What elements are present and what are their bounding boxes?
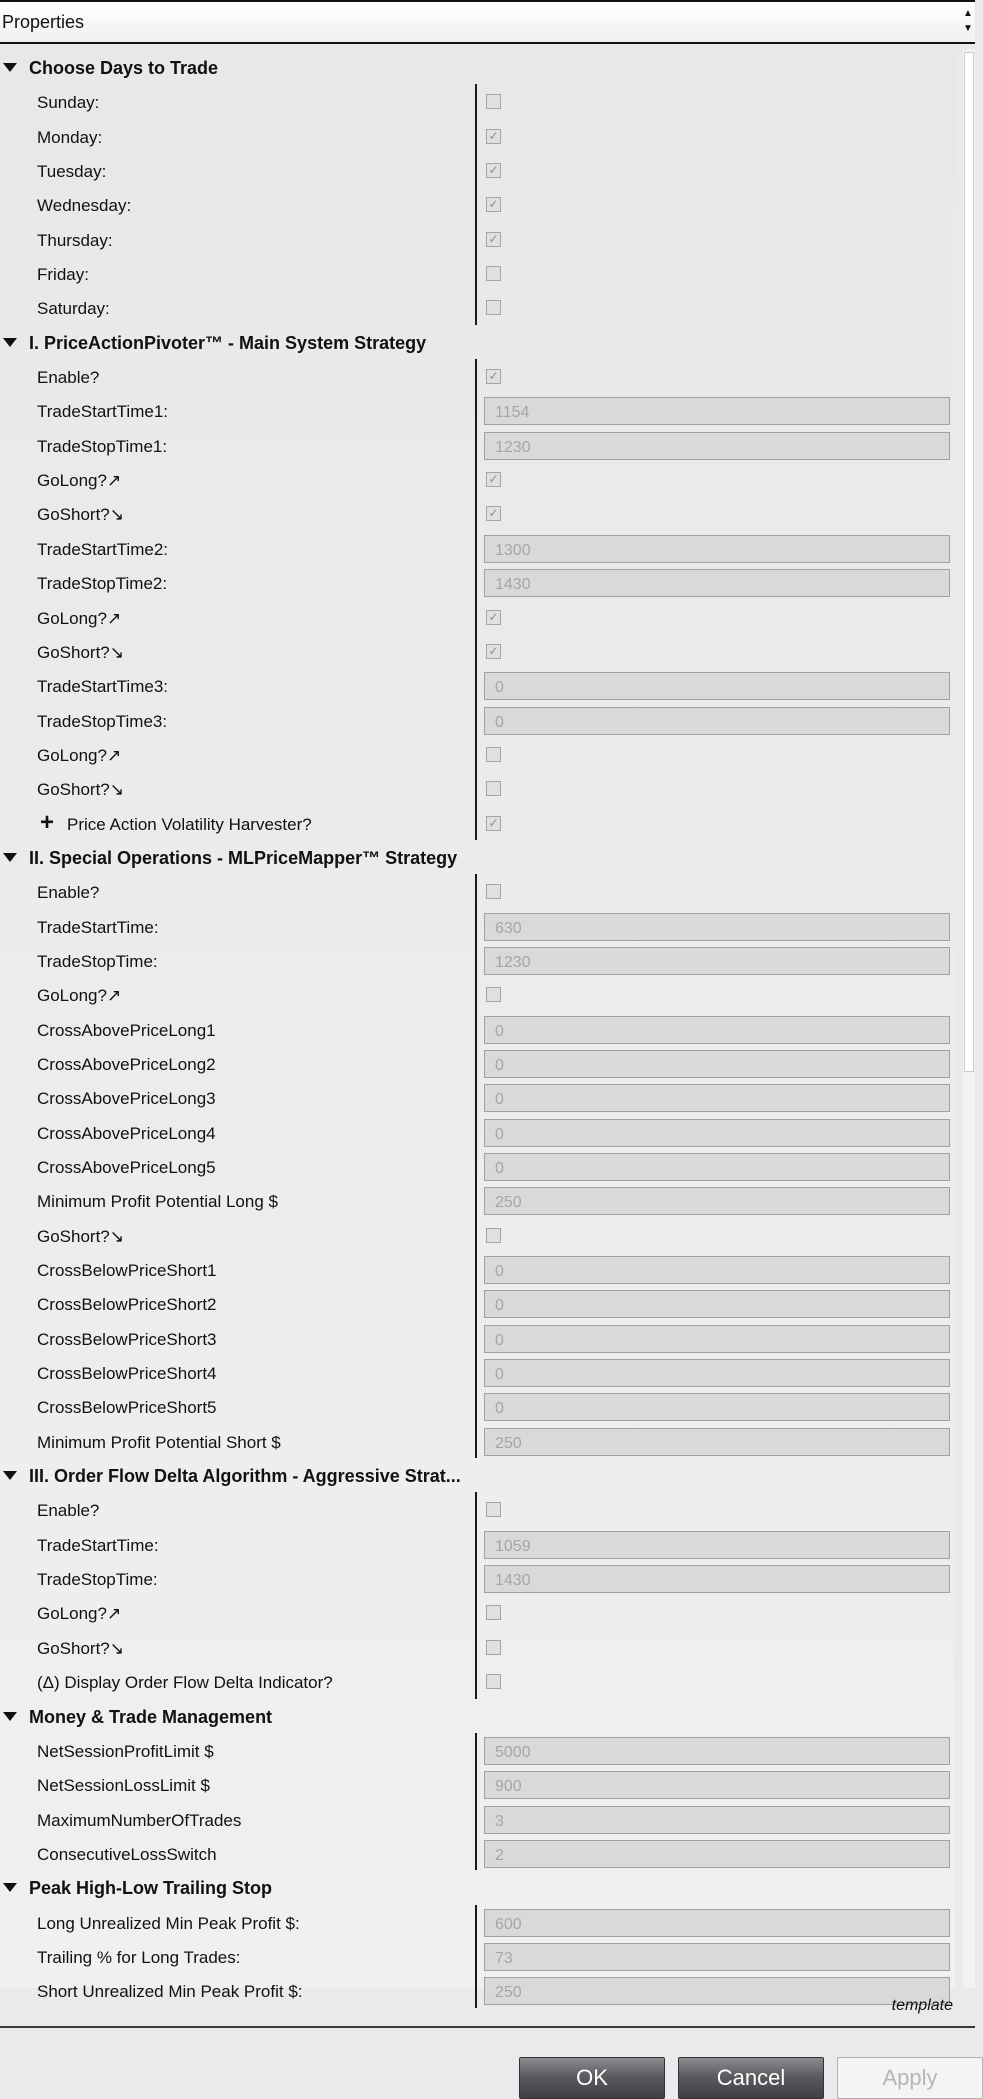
property-label: Price Action Volatility Harvester? xyxy=(67,814,312,834)
property-label: NetSessionProfitLimit $ xyxy=(37,1741,214,1761)
property-label: TradeStopTime2: xyxy=(37,574,168,594)
property-label: GoLong?↗ xyxy=(37,986,122,1006)
category-header[interactable] xyxy=(0,840,955,874)
property-checkbox[interactable] xyxy=(486,1674,501,1689)
column-divider[interactable] xyxy=(475,1080,477,1114)
expand-plus-icon[interactable]: + xyxy=(40,808,55,836)
property-checkbox[interactable] xyxy=(486,781,501,796)
property-value-input[interactable]: 2 xyxy=(484,1840,950,1868)
property-value-input[interactable]: 0 xyxy=(484,1325,950,1353)
column-divider[interactable] xyxy=(475,909,477,943)
property-row xyxy=(0,977,955,1011)
column-divider[interactable] xyxy=(475,1802,477,1836)
property-label: TradeStopTime1: xyxy=(37,436,168,456)
column-divider[interactable] xyxy=(475,1492,477,1526)
property-label: Minimum Profit Potential Long $ xyxy=(37,1192,278,1212)
property-row xyxy=(0,462,955,496)
property-label: GoLong?↗ xyxy=(37,471,122,491)
property-label: Saturday: xyxy=(37,299,110,319)
property-value-input[interactable]: 1430 xyxy=(484,1565,950,1593)
property-value-input[interactable]: 1059 xyxy=(484,1531,950,1559)
property-value-input[interactable]: 1430 xyxy=(484,569,950,597)
property-row xyxy=(0,1012,955,1046)
category-label: III. Order Flow Delta Algorithm - Aggressive Strat... xyxy=(29,1466,461,1487)
property-row xyxy=(0,1905,955,1939)
property-row xyxy=(0,1664,955,1698)
property-row xyxy=(0,1595,955,1629)
column-divider[interactable] xyxy=(475,1012,477,1046)
property-value-input[interactable]: 1230 xyxy=(484,947,950,975)
column-divider[interactable] xyxy=(475,462,477,496)
column-divider[interactable] xyxy=(475,771,477,805)
category-label: Choose Days to Trade xyxy=(29,58,219,78)
property-row xyxy=(0,1355,955,1389)
property-row xyxy=(0,1561,955,1595)
column-divider[interactable] xyxy=(475,737,477,771)
cancel-button[interactable]: Cancel xyxy=(678,2057,824,2099)
property-value-input[interactable]: 0 xyxy=(484,672,950,700)
property-row xyxy=(0,1973,955,2007)
property-row xyxy=(0,1527,955,1561)
property-row xyxy=(0,703,955,737)
property-value-input[interactable]: 0 xyxy=(484,707,950,735)
property-checkbox[interactable]: ✓ xyxy=(486,644,501,659)
property-label: TradeStopTime: xyxy=(37,951,158,971)
column-divider[interactable] xyxy=(475,1595,477,1629)
property-row xyxy=(0,565,955,599)
column-divider[interactable] xyxy=(475,119,477,153)
property-value-input[interactable]: 630 xyxy=(484,913,950,941)
collapse-arrow-icon[interactable] xyxy=(3,63,17,72)
property-row xyxy=(0,1321,955,1355)
property-row xyxy=(0,1492,955,1526)
property-label: NetSessionLossLimit $ xyxy=(37,1776,210,1796)
collapse-arrow-icon[interactable] xyxy=(3,1712,17,1721)
property-label: GoLong?↗ xyxy=(37,608,122,628)
property-value-input[interactable]: 0 xyxy=(484,1119,950,1147)
collapse-arrow-icon[interactable] xyxy=(3,338,17,347)
property-value-input[interactable]: 0 xyxy=(484,1256,950,1284)
column-divider[interactable] xyxy=(475,359,477,393)
column-divider[interactable] xyxy=(475,428,477,462)
property-label: CrossBelowPriceShort3 xyxy=(37,1329,217,1349)
property-row xyxy=(0,600,955,634)
property-value-input[interactable]: 0 xyxy=(484,1290,950,1318)
property-value-input[interactable]: 250 xyxy=(484,1187,950,1215)
property-row xyxy=(0,771,955,805)
property-checkbox[interactable]: ✓ xyxy=(486,472,501,487)
property-label: TradeStartTime1: xyxy=(37,402,169,422)
apply-button[interactable]: Apply xyxy=(837,2057,983,2099)
property-row xyxy=(0,222,955,256)
column-divider[interactable] xyxy=(475,874,477,908)
property-row xyxy=(0,634,955,668)
column-divider[interactable] xyxy=(475,1424,477,1458)
property-grid xyxy=(0,50,975,2002)
footer-separator xyxy=(0,2026,975,2028)
property-row xyxy=(0,1802,955,1836)
collapse-arrow-icon[interactable] xyxy=(3,1883,17,1892)
property-value-input[interactable]: 3 xyxy=(484,1806,950,1834)
property-checkbox[interactable]: ✓ xyxy=(486,197,501,212)
column-divider[interactable] xyxy=(475,806,477,840)
column-divider[interactable] xyxy=(475,1836,477,1870)
property-row xyxy=(0,119,955,153)
column-divider[interactable] xyxy=(475,84,477,118)
property-label: TradeStopTime3: xyxy=(37,711,168,731)
column-divider[interactable] xyxy=(475,531,477,565)
column-divider[interactable] xyxy=(475,1321,477,1355)
column-divider[interactable] xyxy=(475,393,477,427)
property-checkbox[interactable] xyxy=(486,1502,501,1517)
property-checkbox[interactable]: ✓ xyxy=(486,816,501,831)
column-divider[interactable] xyxy=(475,1355,477,1389)
property-row xyxy=(0,1733,955,1767)
property-value-input[interactable]: 0 xyxy=(484,1084,950,1112)
property-row xyxy=(0,531,955,565)
property-label: TradeStartTime: xyxy=(37,917,159,937)
property-row xyxy=(0,1046,955,1080)
property-value-input[interactable]: 73 xyxy=(484,1943,950,1971)
property-row xyxy=(0,1767,955,1801)
column-divider[interactable] xyxy=(475,1664,477,1698)
property-label: Thursday: xyxy=(37,230,113,250)
property-label: Enable? xyxy=(37,368,100,388)
template-link[interactable]: template xyxy=(891,1997,953,2014)
column-divider[interactable] xyxy=(475,977,477,1011)
property-value-input[interactable]: 250 xyxy=(484,1977,950,2005)
property-label: TradeStopTime: xyxy=(37,1570,158,1590)
property-label: Monday: xyxy=(37,127,103,147)
property-value-input[interactable]: 600 xyxy=(484,1909,950,1937)
column-divider[interactable] xyxy=(475,1973,477,2007)
column-divider[interactable] xyxy=(475,1046,477,1080)
column-divider[interactable] xyxy=(475,1115,477,1149)
column-divider[interactable] xyxy=(475,634,477,668)
column-divider[interactable] xyxy=(475,187,477,221)
category-label: II. Special Operations - MLPriceMapper™ Strategy xyxy=(29,847,458,868)
property-row xyxy=(0,84,955,118)
column-divider[interactable] xyxy=(475,1905,477,1939)
property-checkbox[interactable]: ✓ xyxy=(486,232,501,247)
column-divider[interactable] xyxy=(475,1767,477,1801)
property-row xyxy=(0,668,955,702)
category-label: I. PriceActionPivoter™ - Main System Strategy xyxy=(29,332,427,353)
property-label: TradeStartTime2: xyxy=(37,539,169,559)
property-checkbox[interactable] xyxy=(486,1605,501,1620)
property-value-input[interactable]: 0 xyxy=(484,1359,950,1387)
column-divider[interactable] xyxy=(475,668,477,702)
property-label: Enable? xyxy=(37,1501,100,1521)
property-label: GoShort?↘ xyxy=(37,780,125,800)
property-value-input[interactable]: 1230 xyxy=(484,432,950,460)
property-value-input[interactable]: 1300 xyxy=(484,535,950,563)
property-row xyxy=(0,359,955,393)
category-header[interactable] xyxy=(0,50,955,84)
property-value-input[interactable]: 0 xyxy=(484,1153,950,1181)
property-label: Long Unrealized Min Peak Profit $: xyxy=(37,1913,300,1933)
property-value-input[interactable]: 900 xyxy=(484,1771,950,1799)
column-divider[interactable] xyxy=(475,1733,477,1767)
property-checkbox[interactable]: ✓ xyxy=(486,610,501,625)
property-label: CrossAbovePriceLong5 xyxy=(37,1158,216,1177)
property-value-input[interactable]: 0 xyxy=(484,1393,950,1421)
property-label: Short Unrealized Min Peak Profit $: xyxy=(37,1982,303,2002)
property-label: GoShort?↘ xyxy=(37,1226,125,1246)
category-label: Money & Trade Management xyxy=(29,1706,273,1727)
property-value-input[interactable]: 1154 xyxy=(484,397,950,425)
property-label: CrossAbovePriceLong1 xyxy=(37,1020,216,1040)
category-label: Peak High-Low Trailing Stop xyxy=(29,1878,273,1899)
property-label: Tuesday: xyxy=(37,162,107,182)
property-checkbox[interactable] xyxy=(486,94,501,109)
column-divider[interactable] xyxy=(475,1252,477,1286)
column-divider[interactable] xyxy=(475,1218,477,1252)
property-label: GoLong?↗ xyxy=(37,1604,122,1624)
property-row xyxy=(0,1424,955,1458)
column-divider[interactable] xyxy=(475,1286,477,1320)
property-row xyxy=(0,428,955,462)
column-divider[interactable] xyxy=(475,565,477,599)
property-label: Minimum Profit Potential Short $ xyxy=(37,1432,281,1452)
column-divider[interactable] xyxy=(475,703,477,737)
property-row xyxy=(0,943,955,977)
property-checkbox[interactable]: ✓ xyxy=(486,369,501,384)
property-label: TradeStartTime3: xyxy=(37,677,169,697)
property-row xyxy=(0,1252,955,1286)
property-label: CrossBelowPriceShort4 xyxy=(37,1364,217,1384)
category-header[interactable] xyxy=(0,1458,955,1492)
property-row xyxy=(0,806,955,840)
property-label: Enable? xyxy=(37,883,100,903)
property-row xyxy=(0,256,955,290)
property-label: GoLong?↗ xyxy=(37,745,122,765)
property-label: Sunday: xyxy=(37,93,100,113)
property-label: TradeStartTime: xyxy=(37,1535,159,1555)
column-divider[interactable] xyxy=(475,943,477,977)
property-label: CrossBelowPriceShort5 xyxy=(37,1398,217,1418)
property-checkbox[interactable] xyxy=(486,266,501,281)
column-divider[interactable] xyxy=(475,1149,477,1183)
property-value-input[interactable]: 0 xyxy=(484,1016,950,1044)
property-checkbox[interactable] xyxy=(486,1228,501,1243)
property-label: ConsecutiveLossSwitch xyxy=(37,1844,217,1864)
property-row xyxy=(0,1939,955,1973)
property-label: CrossBelowPriceShort2 xyxy=(37,1295,217,1315)
property-row xyxy=(0,1115,955,1149)
property-row xyxy=(0,1630,955,1664)
property-label: Trailing % for Long Trades: xyxy=(37,1947,241,1967)
property-row xyxy=(0,187,955,221)
property-label: GoShort?↘ xyxy=(37,505,125,525)
property-checkbox[interactable] xyxy=(486,300,501,315)
property-row xyxy=(0,909,955,943)
property-row xyxy=(0,1286,955,1320)
property-row xyxy=(0,153,955,187)
property-row xyxy=(0,393,955,427)
property-checkbox[interactable] xyxy=(486,1640,501,1655)
property-value-input[interactable]: 0 xyxy=(484,1050,950,1078)
property-label: CrossAbovePriceLong4 xyxy=(37,1123,216,1143)
property-label: GoShort?↘ xyxy=(37,642,125,662)
column-divider[interactable] xyxy=(475,496,477,530)
properties-title-bar xyxy=(0,0,975,44)
property-row xyxy=(0,496,955,530)
scrollbar-thumb[interactable] xyxy=(964,52,974,1072)
column-divider[interactable] xyxy=(475,1630,477,1664)
property-label: CrossBelowPriceShort1 xyxy=(37,1261,217,1281)
column-divider[interactable] xyxy=(475,290,477,324)
property-row xyxy=(0,290,955,324)
column-divider[interactable] xyxy=(475,1939,477,1973)
property-row xyxy=(0,1149,955,1183)
property-row xyxy=(0,1389,955,1423)
window-title: Properties xyxy=(2,12,85,32)
category-header[interactable] xyxy=(0,1699,955,1733)
category-header[interactable] xyxy=(0,1870,955,1904)
property-rows xyxy=(0,50,955,2008)
property-checkbox[interactable] xyxy=(486,987,501,1002)
ok-button[interactable]: OK xyxy=(519,2057,665,2099)
property-value-input[interactable]: 5000 xyxy=(484,1737,950,1765)
property-label: CrossAbovePriceLong3 xyxy=(37,1089,216,1109)
property-value-input[interactable]: 250 xyxy=(484,1428,950,1456)
column-divider[interactable] xyxy=(475,256,477,290)
property-checkbox[interactable]: ✓ xyxy=(486,163,501,178)
property-row xyxy=(0,1218,955,1252)
vertical-scrollbar[interactable] xyxy=(963,50,975,1988)
title-spin-icon[interactable]: ▲ ▼ xyxy=(963,8,973,34)
column-divider[interactable] xyxy=(475,1183,477,1217)
property-label: (Δ) Display Order Flow Delta Indicator? xyxy=(37,1673,333,1693)
column-divider[interactable] xyxy=(475,1561,477,1595)
property-label: CrossAbovePriceLong2 xyxy=(37,1054,216,1074)
collapse-arrow-icon[interactable] xyxy=(3,1471,17,1480)
property-checkbox[interactable] xyxy=(486,747,501,762)
column-divider[interactable] xyxy=(475,222,477,256)
property-checkbox[interactable]: ✓ xyxy=(486,506,501,521)
property-row xyxy=(0,1836,955,1870)
property-row xyxy=(0,1080,955,1114)
column-divider[interactable] xyxy=(475,153,477,187)
property-label: MaximumNumberOfTrades xyxy=(37,1810,242,1830)
column-divider[interactable] xyxy=(475,1389,477,1423)
property-row xyxy=(0,1183,955,1217)
category-header[interactable] xyxy=(0,325,955,359)
property-label: GoShort?↘ xyxy=(37,1638,125,1658)
property-label: Friday: xyxy=(37,265,89,285)
property-row xyxy=(0,874,955,908)
collapse-arrow-icon[interactable] xyxy=(3,853,17,862)
column-divider[interactable] xyxy=(475,600,477,634)
property-checkbox[interactable] xyxy=(486,884,501,899)
property-row xyxy=(0,737,955,771)
column-divider[interactable] xyxy=(475,1527,477,1561)
property-checkbox[interactable]: ✓ xyxy=(486,129,501,144)
property-label: Wednesday: xyxy=(37,196,132,216)
